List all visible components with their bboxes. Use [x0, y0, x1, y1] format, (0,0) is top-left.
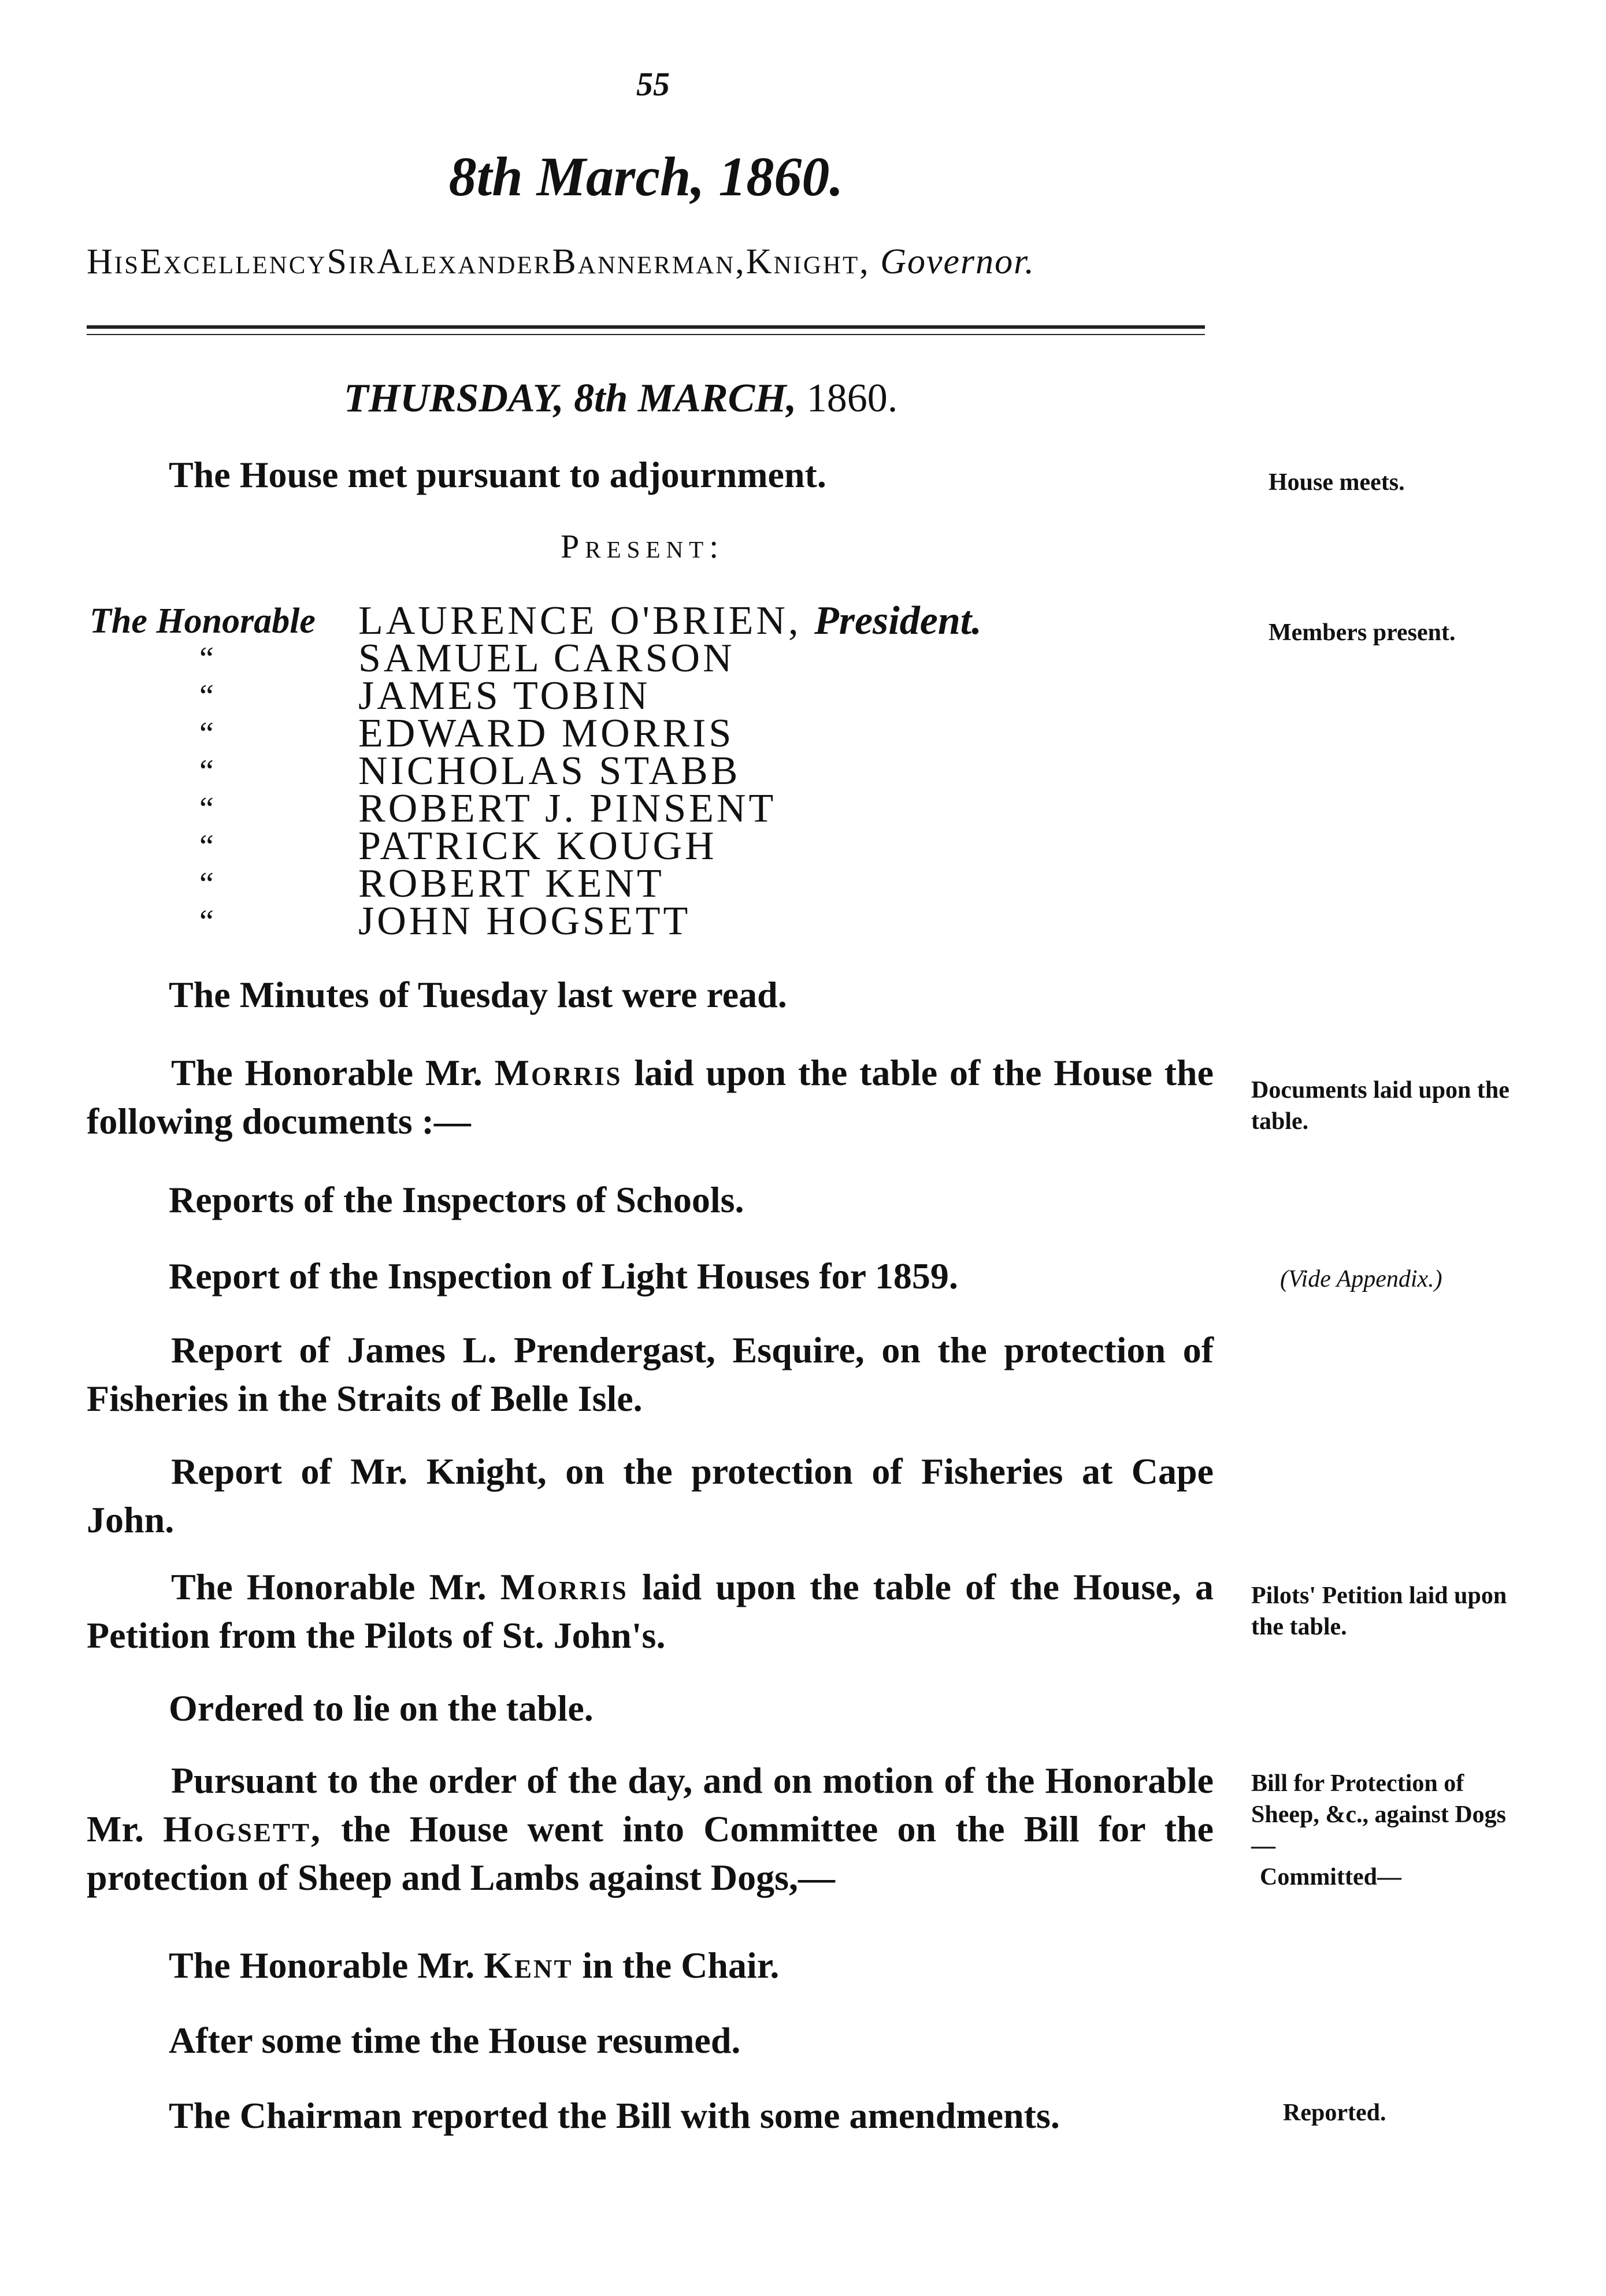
documents-intro-b: laid upon the table of the House the following documents :— — [87, 1052, 1214, 1142]
member-name: ROBERT J. PINSENT — [358, 786, 777, 831]
header-rule-thin — [87, 334, 1205, 335]
petition-b: laid upon the table of the House, a Petition from the Pilots of St. John's. — [87, 1566, 1214, 1656]
ditto-mark: “ — [199, 829, 214, 864]
margin-vide-appendix: (Vide Appendix.) — [1280, 1266, 1442, 1292]
documents-intro-a: The Honorable Mr. — [171, 1052, 483, 1093]
ditto-mark: “ — [199, 753, 214, 789]
member-morris: Morris — [494, 1052, 622, 1093]
chair-b: in the Chair. — [582, 1945, 780, 1986]
header-rule-thick — [87, 325, 1205, 329]
member-name: EDWARD MORRIS — [358, 711, 735, 756]
member-name: NICHOLAS STABB — [358, 749, 741, 793]
margin-bill-protection: Bill for Protection of Sheep, &c., against Dogs— — [1251, 1770, 1507, 1859]
member-morris: Morris — [500, 1566, 628, 1607]
margin-reported: Reported. — [1283, 2100, 1386, 2126]
date-heading: 8th March, 1860. — [448, 146, 844, 207]
chair-a: The Honorable Mr. — [169, 1945, 475, 1986]
ordered-line: Ordered to lie on the table. — [169, 1688, 594, 1729]
ditto-mark: “ — [199, 678, 214, 714]
member-name: JAMES TOBIN — [358, 674, 651, 718]
petition-a: The Honorable Mr. — [171, 1566, 487, 1607]
opening-line: The House met pursuant to adjournment. — [169, 454, 826, 495]
governor-title: Governor. — [880, 242, 1035, 281]
governor-name: HisExcellencySirAlexanderBannerman,Knight, — [87, 242, 870, 281]
petition-paragraph — [87, 1563, 1214, 1660]
page-number: 55 — [636, 65, 670, 103]
present-heading: Present: — [561, 527, 725, 565]
minutes-line: The Minutes of Tuesday last were read. — [169, 974, 787, 1015]
ditto-mark: “ — [199, 641, 214, 677]
ditto-mark: “ — [199, 904, 214, 939]
margin-pilots-petition: Pilots' Petition laid upon the table. — [1251, 1582, 1507, 1640]
sitting-year: 1860. — [806, 376, 898, 421]
member-hogsett: Hogsett, — [163, 1808, 322, 1849]
margin-house-meets: House meets. — [1269, 469, 1405, 496]
documents-paragraph — [87, 1049, 1214, 1146]
bill-paragraph — [87, 1756, 1214, 1902]
margin-committed: Committed— — [1260, 1864, 1401, 1890]
member-name: JOHN HOGSETT — [358, 899, 691, 943]
ditto-mark: “ — [199, 791, 214, 827]
document-item: Report of Mr. Knight, on the protection of Fisheries at Cape John. — [87, 1451, 1214, 1540]
chair-line — [169, 1944, 779, 1987]
ditto-mark: “ — [199, 716, 214, 752]
ditto-mark: “ — [199, 866, 214, 902]
honorable-label: The Honorable — [90, 601, 316, 641]
member-kent: Kent — [484, 1945, 573, 1986]
margin-documents-laid: Documents laid upon the table. — [1251, 1077, 1509, 1135]
sitting-day: THURSDAY, 8th MARCH, — [344, 376, 797, 421]
resumed-line: After some time the House resumed. — [169, 2020, 741, 2061]
document-item: Report of the Inspection of Light Houses for 1859. — [169, 1255, 958, 1296]
margin-members-present: Members present. — [1269, 619, 1456, 646]
member-name: LAURENCE O'BRIEN, — [358, 599, 802, 643]
president-title: President. — [814, 599, 982, 643]
bill-a: Pursuant to the order of the day, and on motion of the Honorable Mr. — [87, 1760, 1214, 1849]
member-name: SAMUEL CARSON — [358, 636, 735, 681]
bill-b: the House went into Committee on the Bill for the protection of Sheep and Lambs against Dogs,— — [87, 1808, 1214, 1898]
sitting-date — [344, 376, 897, 422]
member-name: PATRICK KOUGH — [358, 824, 717, 868]
reported-line: The Chairman reported the Bill with some amendments. — [169, 2095, 1060, 2136]
document-item: Report of James L. Prendergast, Esquire, on the protection of Fisheries in the Straits of Belle Isle. — [87, 1329, 1214, 1419]
member-name: ROBERT KENT — [358, 861, 665, 906]
governor-line — [87, 242, 1035, 283]
document-item: Reports of the Inspectors of Schools. — [169, 1179, 744, 1220]
